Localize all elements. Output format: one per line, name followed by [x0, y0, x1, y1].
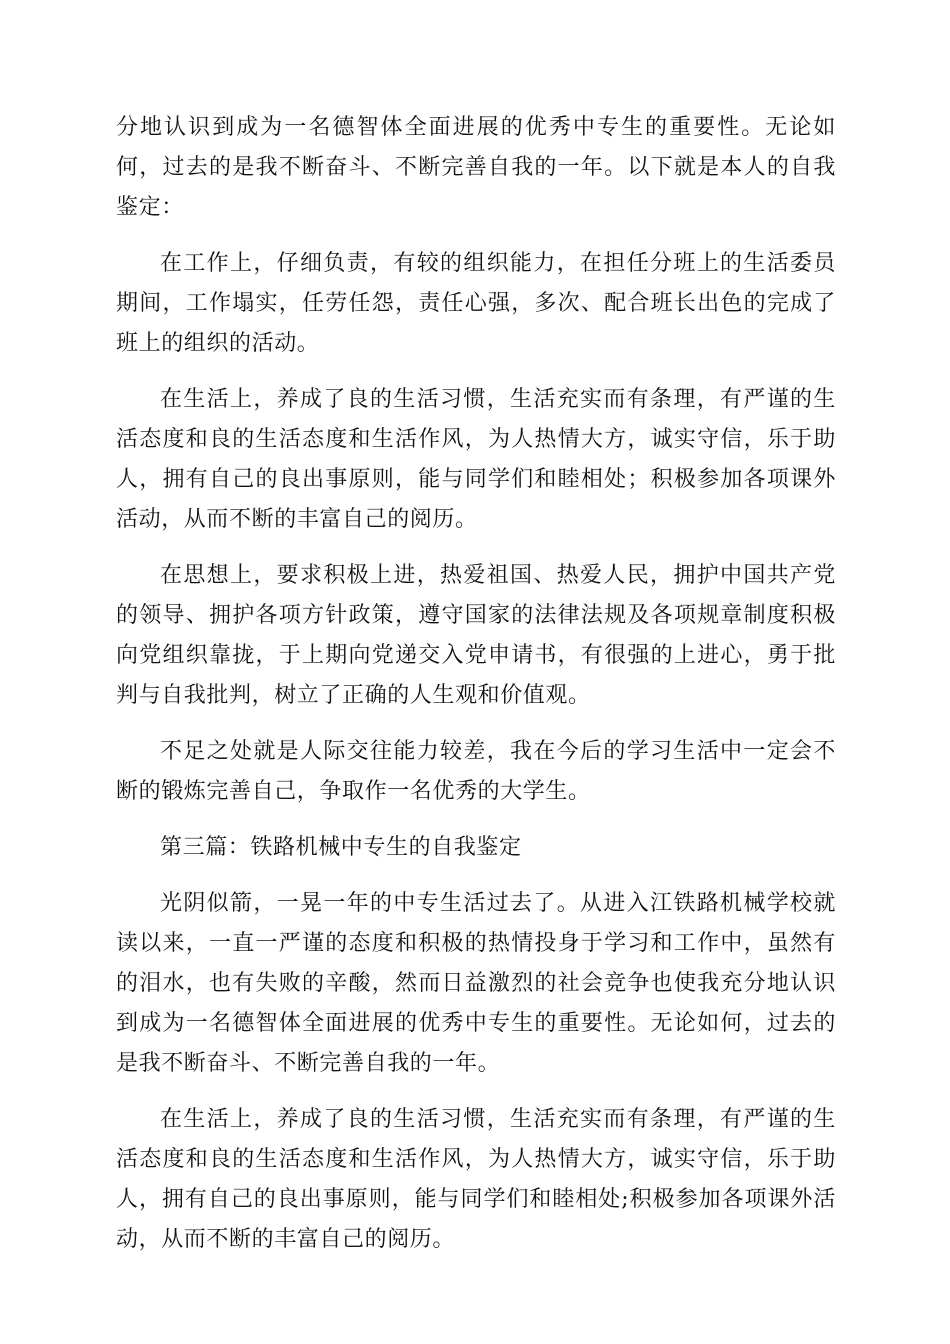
section-heading: 第三篇：铁路机械中专生的自我鉴定 — [160, 835, 522, 860]
paragraph-intro: 光阴似箭，一晃一年的中专生活过去了。从进入江铁路机械学校就读以来，一直一严谨的态度和积极的热情投身于学习和工作中，虽然有的泪水，也有失败的辛酸，然而日益激烈的社会竞争也使我充分地认识到成为一名德智体全面进展的优秀中专生的重要性。无论如何，过去的是我不断奋斗、不断完善自我的一年。 — [116, 891, 836, 1076]
paragraph-life: 在生活上，养成了良的生活习惯，生活充实而有条理，有严谨的生活态度和良的生活态度和生活作风，为人热情大方，诚实守信，乐于助人，拥有自己的良出事原则，能与同学们和睦相处；积极参加各项课外活动，从而不断的丰富自己的阅历。 — [116, 387, 836, 532]
paragraph-thought: 在思想上，要求积极上进，热爱祖国、热爱人民，拥护中国共产党的领导、拥护各项方针政策，遵守国家的法律法规及各项规章制度积极向党组织靠拢，于上期向党递交入党申请书，有很强的上进心，勇于批判与自我批判，树立了正确的人生观和价值观。 — [116, 563, 836, 708]
paragraph-life-repeat: 在生活上，养成了良的生活习惯，生活充实而有条理，有严谨的生活态度和良的生活态度和生活作风，为人热情大方，诚实守信，乐于助人，拥有自己的良出事原则，能与同学们和睦相处;积极参加各项课外活动，从而不断的丰富自己的阅历。 — [116, 1107, 836, 1252]
paragraph-continuation: 分地认识到成为一名德智体全面进展的优秀中专生的重要性。无论如何，过去的是我不断奋斗、不断完善自我的一年。以下就是本人的自我鉴定： — [116, 115, 836, 220]
paragraph-shortcomings: 不足之处就是人际交往能力较差，我在今后的学习生活中一定会不断的锻炼完善自己，争取作一名优秀的大学生。 — [116, 739, 836, 804]
document-body — [116, 108, 836, 1276]
paragraph-work: 在工作上，仔细负责，有较的组织能力，在担任分班上的生活委员期间，工作塌实，任劳任怨，责任心强，多次、配合班长出色的完成了班上的组织的活动。 — [116, 251, 836, 356]
